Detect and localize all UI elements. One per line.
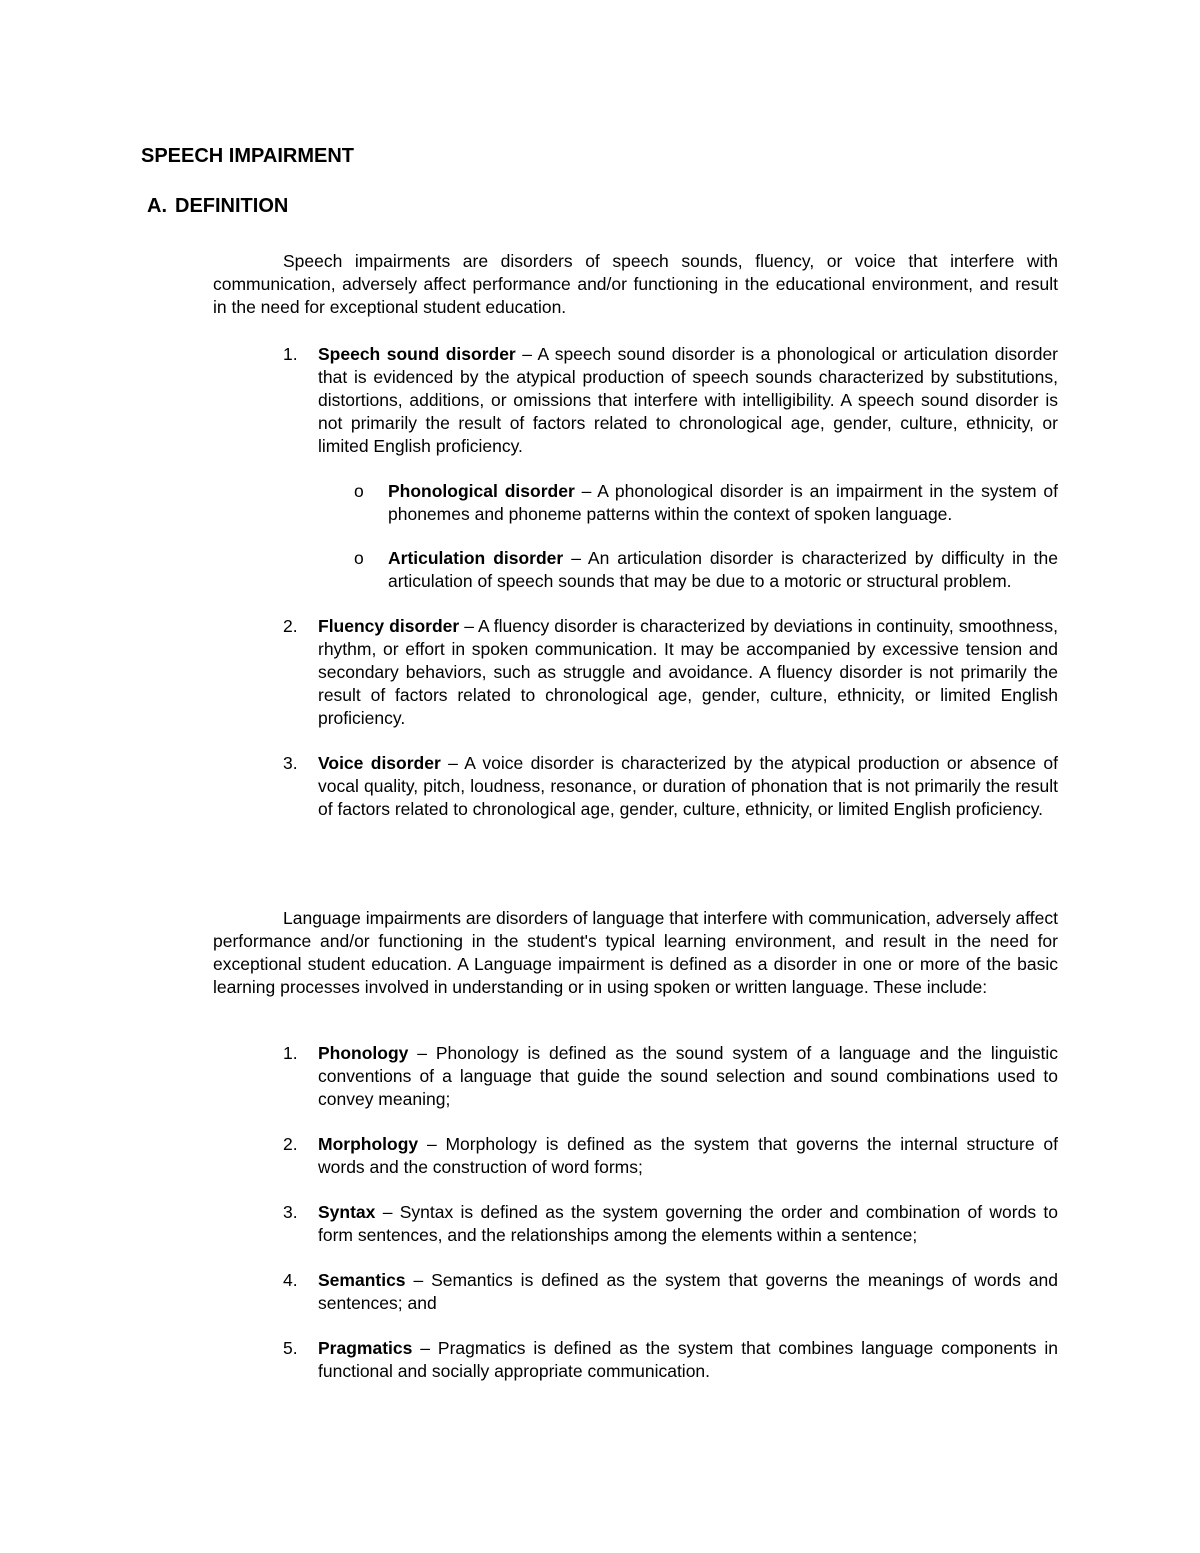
sublist-text: – An articulation disorder is characterized by difficulty in the articulation of speech sounds that may be due to a motoric or structural problem. (388, 548, 1058, 591)
speech-intro-paragraph: Speech impairments are disorders of speech sounds, fluency, or voice that interfere with communication, adversely affect performance and/or functioning in the educational environment, and result in the need for exceptional student education. (213, 251, 1058, 317)
list-term: Morphology (318, 1134, 419, 1154)
bullet-marker: o (354, 481, 364, 501)
section-heading-text: DEFINITION (175, 195, 289, 217)
list-number: 1. (283, 344, 298, 364)
list-text: – Morphology is defined as the system that governs the internal structure of words and the construction of word forms; (318, 1134, 1058, 1177)
list-term: Fluency disorder (318, 616, 460, 636)
list-term: Syntax (318, 1202, 376, 1222)
list-text: – A speech sound disorder is a phonological or articulation disorder that is evidenced by the atypical production of speech sounds characterized by substitutions, distortions, additions, or omissions that interfere with intelligibility. A speech sound disorder is not primarily the result of factors related to chronological age, gender, culture, ethnicity, or limited English proficiency. (318, 344, 1059, 456)
language-intro-paragraph: Language impairments are disorders of language that interfere with communication, adversely affect performance and/or functioning in the student's typical learning environment, and result in the need for exceptional student education. A Language impairment is defined as a disorder in one or more of the basic learning processes involved in understanding or in using spoken or written language. These include: (213, 908, 1058, 997)
list-number: 2. (283, 616, 298, 636)
list-item-speech-sound-disorder (213, 343, 1058, 593)
list-number: 5. (283, 1338, 298, 1358)
document-title: SPEECH IMPAIRMENT (141, 145, 354, 167)
list-number: 3. (283, 753, 298, 773)
list-term: Phonology (318, 1043, 409, 1063)
sublist-item-phonological-disorder (318, 480, 1058, 526)
list-text: – Syntax is defined as the system governing the order and combination of words to form sentences, and the relationships among the elements within a sentence; (318, 1202, 1058, 1245)
list-text: – A fluency disorder is characterized by deviations in continuity, smoothness, rhythm, or effort in spoken communication. It may be accompanied by excessive tension and secondary behaviors, such as struggle and avoidance. A fluency disorder is not primarily the result of factors related to chronological age, gender, culture, ethnicity, or limited English proficiency. (318, 616, 1058, 728)
list-term: Speech sound disorder (318, 344, 516, 364)
list-item-semantics (213, 1269, 1058, 1315)
list-item-morphology (213, 1133, 1058, 1179)
list-item-fluency-disorder (213, 615, 1058, 730)
list-item-phonology (213, 1042, 1058, 1111)
list-item-syntax (213, 1201, 1058, 1247)
list-number: 1. (283, 1043, 298, 1063)
bullet-marker: o (354, 548, 364, 568)
list-number: 2. (283, 1134, 298, 1154)
language-component-list (213, 1042, 1058, 1383)
list-text: – Pragmatics is defined as the system that combines language components in functional and socially appropriate communication. (318, 1338, 1058, 1381)
sublist-term: Phonological disorder (388, 481, 575, 501)
list-text: – Semantics is defined as the system that governs the meanings of words and sentences; and (318, 1270, 1058, 1313)
section-letter: A. (147, 195, 167, 217)
list-term: Pragmatics (318, 1338, 413, 1358)
list-item-voice-disorder (213, 752, 1058, 821)
sublist-item-articulation-disorder (318, 547, 1058, 593)
list-text: – A voice disorder is characterized by the atypical production or absence of vocal quality, pitch, loudness, resonance, or duration of phonation that is not primarily the result of factors related to chronological age, gender, culture, ethnicity, or limited English proficiency. (318, 753, 1058, 819)
section-heading (147, 193, 288, 219)
speech-sound-sublist (318, 480, 1058, 593)
list-term: Semantics (318, 1270, 406, 1290)
speech-disorder-list (213, 343, 1058, 821)
list-number: 4. (283, 1270, 298, 1290)
list-item-pragmatics (213, 1337, 1058, 1383)
list-term: Voice disorder (318, 753, 441, 773)
list-number: 3. (283, 1202, 298, 1222)
list-text: – Phonology is defined as the sound system of a language and the linguistic conventions of a language that guide the sound selection and sound combinations used to convey meaning; (318, 1043, 1058, 1109)
sublist-term: Articulation disorder (388, 548, 564, 568)
sublist-text: – A phonological disorder is an impairment in the system of phonemes and phoneme patterns within the context of spoken language. (388, 481, 1058, 524)
